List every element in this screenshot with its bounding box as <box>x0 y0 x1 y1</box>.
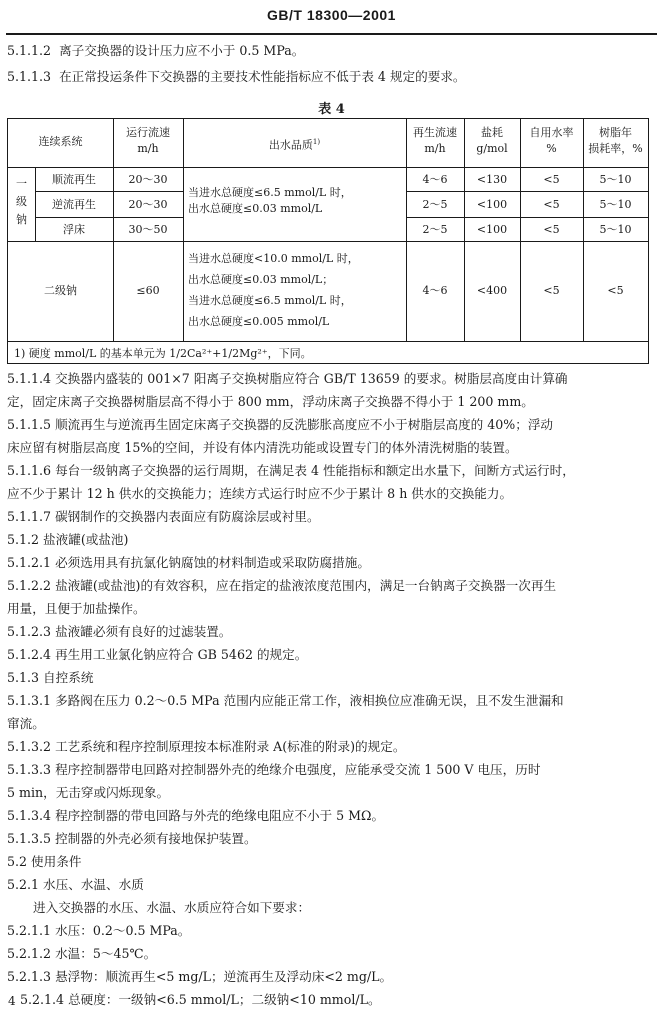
header-regen-rate <box>406 125 464 157</box>
text-line: 5.1.2.4 再生用工业氯化钠应符合 GB 5462 的规定。 <box>7 647 308 662</box>
row-divider <box>35 217 183 218</box>
row-flow: 20～30 <box>128 198 168 211</box>
text-line: 5.2.1.3 悬浮物：顺流再生<5 mg/L；逆流再生及浮动床<2 mg/L。 <box>7 969 393 984</box>
text-line: 5.1.3.2 工艺系统和程序控制原理按本标准附录 A(标准的附录)的规定。 <box>7 739 406 754</box>
table-title: 表 4 <box>318 102 345 117</box>
header-water-quality: 出水品质$^{1)}$ <box>268 138 321 152</box>
text-line: 5.1.3.1 多路阀在压力 0.2～0.5 MPa 范围内应能正常工作，液相换位应准确无误，且不发生泄漏和 <box>7 693 564 708</box>
row-name: 二级钠 <box>44 284 77 297</box>
section-heading: 5.1.2 盐液罐(或盐池) <box>7 532 129 547</box>
spec-table <box>7 118 649 364</box>
text-line: 5.1.1.7 碳钢制作的交换器内表面应有防腐涂层或衬里。 <box>7 509 320 524</box>
text-line: 定，固定床离子交换器树脂层高不得小于 800 mm，浮动床离子交换器不得小于 1 200 mm。 <box>7 394 534 409</box>
row-regen: 4～6 <box>422 284 448 297</box>
row-resin-loss: 5～10 <box>599 198 632 211</box>
text-line: 5.1.2.2 盐液罐(或盐池)的有效容积，应在指定的盐液浓度范围内，满足一台钠离子交换器一次再生 <box>7 578 557 593</box>
text-line: 5.1.1.6 每台一级钠离子交换器的运行周期，在满足表 4 性能指标和额定出水量下，间断方式运行时， <box>7 463 575 478</box>
clause-text: 在正常投运条件下交换器的主要技术性能指标应不低于表 4 规定的要求。 <box>59 69 466 84</box>
row-salt: <100 <box>476 223 508 236</box>
header-flow-rate-unit: m/h <box>137 142 159 155</box>
text-line: 5.1.1.4 交换器内盛装的 001×7 阳离子交换树脂应符合 GB/T 13659 的要求。树脂层高度由计算确 <box>7 371 568 386</box>
header-salt-unit: g/mol <box>476 142 508 155</box>
header-self-water-unit: % <box>546 142 557 155</box>
header-regen-rate-unit: m/h <box>424 142 446 155</box>
row-name: 顺流再生 <box>52 173 96 186</box>
header-flow-rate <box>113 125 183 157</box>
row-self-water: <5 <box>543 284 560 297</box>
text-line: 5.1.2.1 必须选用具有抗氯化钠腐蚀的材料制造或采取防腐措施。 <box>7 555 370 570</box>
row-self-water: <5 <box>543 173 560 186</box>
clause-number: 5.1.1.2 <box>7 43 52 58</box>
header-divider <box>8 167 648 168</box>
row-salt: <100 <box>476 198 508 211</box>
row-divider <box>406 217 648 218</box>
header-self-water <box>520 125 583 157</box>
text-line: 5.1.2.3 盐液罐必须有良好的过滤装置。 <box>7 624 232 639</box>
text-line: 5 min，无击穿或闪烁现象。 <box>7 785 170 800</box>
primary-quality: 当进水总硬度≤6.5 mmol/L 时， 出水总硬度≤0.03 mmol/L <box>188 186 352 215</box>
clause-text: 离子交换器的设计压力应不小于 0.5 MPa。 <box>59 43 305 58</box>
header-resin-loss-label: 树脂年 <box>599 126 632 139</box>
footnote-marker: 1) <box>312 138 321 146</box>
page-header <box>0 7 663 23</box>
text-line: 5.1.1.5 顺流再生与逆流再生固定床离子交换器的反洗膨胀高度应不小于树脂层高度的 40%；浮动 <box>7 417 554 432</box>
clause-5-1-1-3 <box>7 68 657 86</box>
section-heading: 5.2 使用条件 <box>7 854 82 869</box>
row-flow: 20～30 <box>128 173 168 186</box>
text-line: 进入交换器的水压、水温、水质应符合如下要求： <box>33 900 311 915</box>
row-resin-loss: 5～10 <box>599 223 632 236</box>
section-heading: 5.2.1 水压、水温、水质 <box>7 877 144 892</box>
header-flow-rate-label: 运行流速 <box>126 126 170 139</box>
row-salt: <400 <box>476 284 508 297</box>
text-line: 5.1.3.3 程序控制器带电回路对控制器外壳的绝缘介电强度，应能承受交流 1 500 V 电压，历时 <box>7 762 541 777</box>
header-regen-rate-label: 再生流速 <box>413 126 457 139</box>
footnote-divider <box>8 341 648 342</box>
row-self-water: <5 <box>543 223 560 236</box>
header-salt <box>464 125 520 157</box>
row-self-water: <5 <box>543 198 560 211</box>
text-line: 用量，且便于加盐操作。 <box>7 601 146 616</box>
row-divider <box>8 241 648 242</box>
section-heading: 5.1.3 自控系统 <box>7 670 94 685</box>
page-number: 4 <box>8 994 16 1008</box>
row-salt: <130 <box>476 173 508 186</box>
row-name: 逆流再生 <box>52 198 96 211</box>
row-regen: 2～5 <box>422 223 448 236</box>
header-self-water-label: 自用水率 <box>529 126 574 139</box>
row-resin-loss: 5～10 <box>599 173 632 186</box>
text-line: 5.1.3.5 控制器的外壳必须有接地保护装置。 <box>7 831 257 846</box>
clause-5-1-1-2 <box>7 42 657 60</box>
text-line: 5.2.1.2 水温：5～45℃。 <box>7 946 157 961</box>
row-divider <box>406 191 648 192</box>
table-footnote: 1) 硬度 mmol/L 的基本单元为 1/2Ca²⁺+1/2Mg²⁺，下同。 <box>14 347 312 360</box>
secondary-quality: 当进水总硬度<10.0 mmol/L 时， 出水总硬度≤0.03 mmol/L； 当进水总硬度≤6.5 mmol/L 时， 出水总硬度≤0.005 mmol/L <box>188 252 359 328</box>
header-salt-label: 盐耗 <box>481 126 503 139</box>
text-line: 床应留有树脂层高度 15%的空间，并设有体内清洗功能或设置专门的体外清洗树脂的装置。 <box>7 440 518 455</box>
row-name: 浮床 <box>63 223 85 236</box>
doc-code: GB/T 18300—2001 <box>267 7 396 23</box>
row-regen: 4～6 <box>422 173 448 186</box>
row-resin-loss: <5 <box>607 284 624 297</box>
header-resin-loss-unit: 损耗率，% <box>588 142 643 155</box>
row-flow: 30～50 <box>128 223 168 236</box>
header-rule <box>6 33 657 35</box>
text-line: 窜流。 <box>7 716 45 731</box>
text-line: 5.2.1.4 总硬度：一级钠<6.5 mmol/L；二级钠<10 mmol/L。 <box>20 992 381 1007</box>
header-system: 连续系统 <box>38 135 83 148</box>
text-line: 5.1.3.4 程序控制器的带电回路与外壳的绝缘电阻应不小于 5 MΩ。 <box>7 808 385 823</box>
row-divider <box>35 191 183 192</box>
text-line: 5.2.1.1 水压：0.2～0.5 MPa。 <box>7 923 191 938</box>
group-label-primary-sodium: 一 级 钠 <box>16 177 27 226</box>
row-flow: ≤60 <box>136 284 160 297</box>
row-regen: 2～5 <box>422 198 448 211</box>
clause-number: 5.1.1.3 <box>7 69 52 84</box>
text-line: 应不少于累计 12 h 供水的交换能力；连续方式运行时应不少于累计 8 h 供水的交换能力。 <box>7 486 513 501</box>
header-resin-loss <box>583 125 648 157</box>
